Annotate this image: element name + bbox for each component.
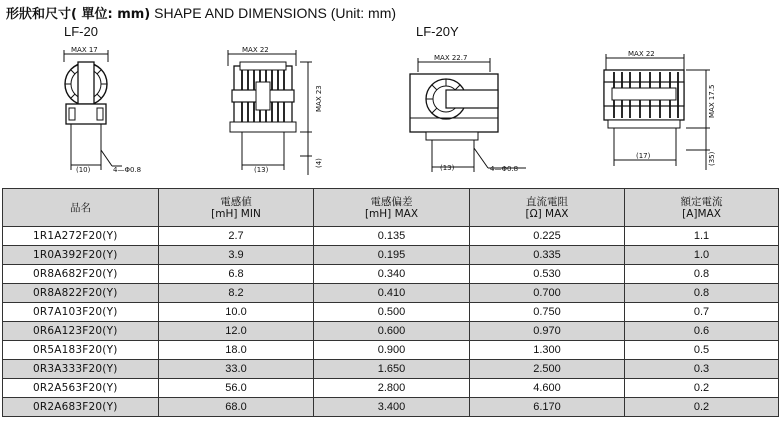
cell-rated-current: 0.8 xyxy=(625,284,779,303)
dim-lf20-width: MAX 17 xyxy=(71,46,98,54)
table-row xyxy=(3,360,779,379)
cell-dc-resistance: 6.170 xyxy=(470,398,625,417)
cell-dc-resistance: 0.750 xyxy=(470,303,625,322)
dim-lf20y-side-height: MAX 17.5 xyxy=(708,84,716,118)
cell-inductance: 3.9 xyxy=(159,246,314,265)
table-row xyxy=(3,398,779,417)
cell-part-name: 0R6A123F20(Y) xyxy=(3,322,159,341)
model-label-lf20: LF-20 xyxy=(64,24,98,39)
table-row xyxy=(3,303,779,322)
table-row xyxy=(3,284,779,303)
cell-rated-current: 0.5 xyxy=(625,341,779,360)
title-cn: 形狀和尺寸( 單位: mm) xyxy=(6,7,151,22)
dim-lf20-side-height: MAX 23 xyxy=(315,85,323,112)
cell-rated-current: 0.2 xyxy=(625,379,779,398)
cell-deviation: 0.135 xyxy=(314,227,470,246)
model-label-lf20y: LF-20Y xyxy=(416,24,459,39)
cell-inductance: 12.0 xyxy=(159,322,314,341)
dim-lf20-side-width: MAX 22 xyxy=(242,46,269,54)
table-header-row xyxy=(3,189,779,227)
cell-deviation: 0.410 xyxy=(314,284,470,303)
cell-part-name: 0R3A333F20(Y) xyxy=(3,360,159,379)
cell-inductance: 18.0 xyxy=(159,341,314,360)
cell-part-name: 0R7A103F20(Y) xyxy=(3,303,159,322)
lf20y-front-drawing xyxy=(410,58,526,172)
dimension-drawings xyxy=(0,0,780,188)
cell-rated-current: 0.8 xyxy=(625,265,779,284)
table-row xyxy=(3,265,779,284)
cell-rated-current: 0.2 xyxy=(625,398,779,417)
cell-deviation: 0.340 xyxy=(314,265,470,284)
dim-lf20-side-pin: (4) xyxy=(315,158,323,168)
cell-rated-current: 0.3 xyxy=(625,360,779,379)
dim-lf20-pin: 4—Φ0.8 xyxy=(113,166,142,174)
cell-rated-current: 0.7 xyxy=(625,303,779,322)
table-row xyxy=(3,322,779,341)
lf20-front-drawing xyxy=(64,50,122,170)
cell-rated-current: 0.6 xyxy=(625,322,779,341)
cell-rated-current: 1.0 xyxy=(625,246,779,265)
dim-lf20-pitch: (10) xyxy=(76,166,91,174)
cell-deviation: 0.500 xyxy=(314,303,470,322)
table-row xyxy=(3,341,779,360)
cell-part-name: 1R1A272F20(Y) xyxy=(3,227,159,246)
cell-deviation: 2.800 xyxy=(314,379,470,398)
dim-lf20-side-pitch: (13) xyxy=(254,166,269,174)
cell-part-name: 0R8A682F20(Y) xyxy=(3,265,159,284)
dim-lf20y-pitch: (13) xyxy=(440,164,455,172)
col-header-rated-current: 額定電流 [A]MAX xyxy=(625,189,779,227)
table-row xyxy=(3,246,779,265)
cell-dc-resistance: 0.700 xyxy=(470,284,625,303)
cell-inductance: 10.0 xyxy=(159,303,314,322)
cell-inductance: 6.8 xyxy=(159,265,314,284)
cell-dc-resistance: 1.300 xyxy=(470,341,625,360)
cell-deviation: 0.195 xyxy=(314,246,470,265)
dim-lf20y-side-pin: (35) xyxy=(708,151,716,166)
col-header-deviation: 電感偏差 [mH] MAX xyxy=(314,189,470,227)
cell-dc-resistance: 4.600 xyxy=(470,379,625,398)
cell-inductance: 2.7 xyxy=(159,227,314,246)
cell-inductance: 68.0 xyxy=(159,398,314,417)
dim-lf20y-side-width: MAX 22 xyxy=(628,50,655,58)
cell-rated-current: 1.1 xyxy=(625,227,779,246)
dim-lf20y-pin: 4—Φ0.8 xyxy=(490,165,519,173)
cell-part-name: 0R5A183F20(Y) xyxy=(3,341,159,360)
cell-part-name: 0R2A563F20(Y) xyxy=(3,379,159,398)
table-row xyxy=(3,227,779,246)
cell-dc-resistance: 2.500 xyxy=(470,360,625,379)
dim-lf20y-side-pitch: (17) xyxy=(636,152,651,160)
cell-deviation: 0.600 xyxy=(314,322,470,341)
cell-dc-resistance: 0.335 xyxy=(470,246,625,265)
cell-inductance: 33.0 xyxy=(159,360,314,379)
cell-dc-resistance: 0.970 xyxy=(470,322,625,341)
cell-deviation: 1.650 xyxy=(314,360,470,379)
cell-inductance: 8.2 xyxy=(159,284,314,303)
cell-part-name: 1R0A392F20(Y) xyxy=(3,246,159,265)
cell-dc-resistance: 0.225 xyxy=(470,227,625,246)
col-header-inductance: 電感値 [mH] MIN xyxy=(159,189,314,227)
cell-part-name: 0R2A683F20(Y) xyxy=(3,398,159,417)
table-row xyxy=(3,379,779,398)
lf20y-side-drawing xyxy=(604,54,710,170)
cell-deviation: 0.900 xyxy=(314,341,470,360)
lf20-side-drawing xyxy=(228,50,312,175)
spec-table xyxy=(2,188,779,417)
cell-dc-resistance: 0.530 xyxy=(470,265,625,284)
col-header-part-name: 品名 xyxy=(3,189,159,227)
cell-deviation: 3.400 xyxy=(314,398,470,417)
col-header-dc-resistance: 直流電阻 [Ω] MAX xyxy=(470,189,625,227)
title-en: SHAPE AND DIMENSIONS (Unit: mm) xyxy=(154,5,397,21)
dim-lf20y-width: MAX 22.7 xyxy=(434,54,468,62)
cell-inductance: 56.0 xyxy=(159,379,314,398)
cell-part-name: 0R8A822F20(Y) xyxy=(3,284,159,303)
